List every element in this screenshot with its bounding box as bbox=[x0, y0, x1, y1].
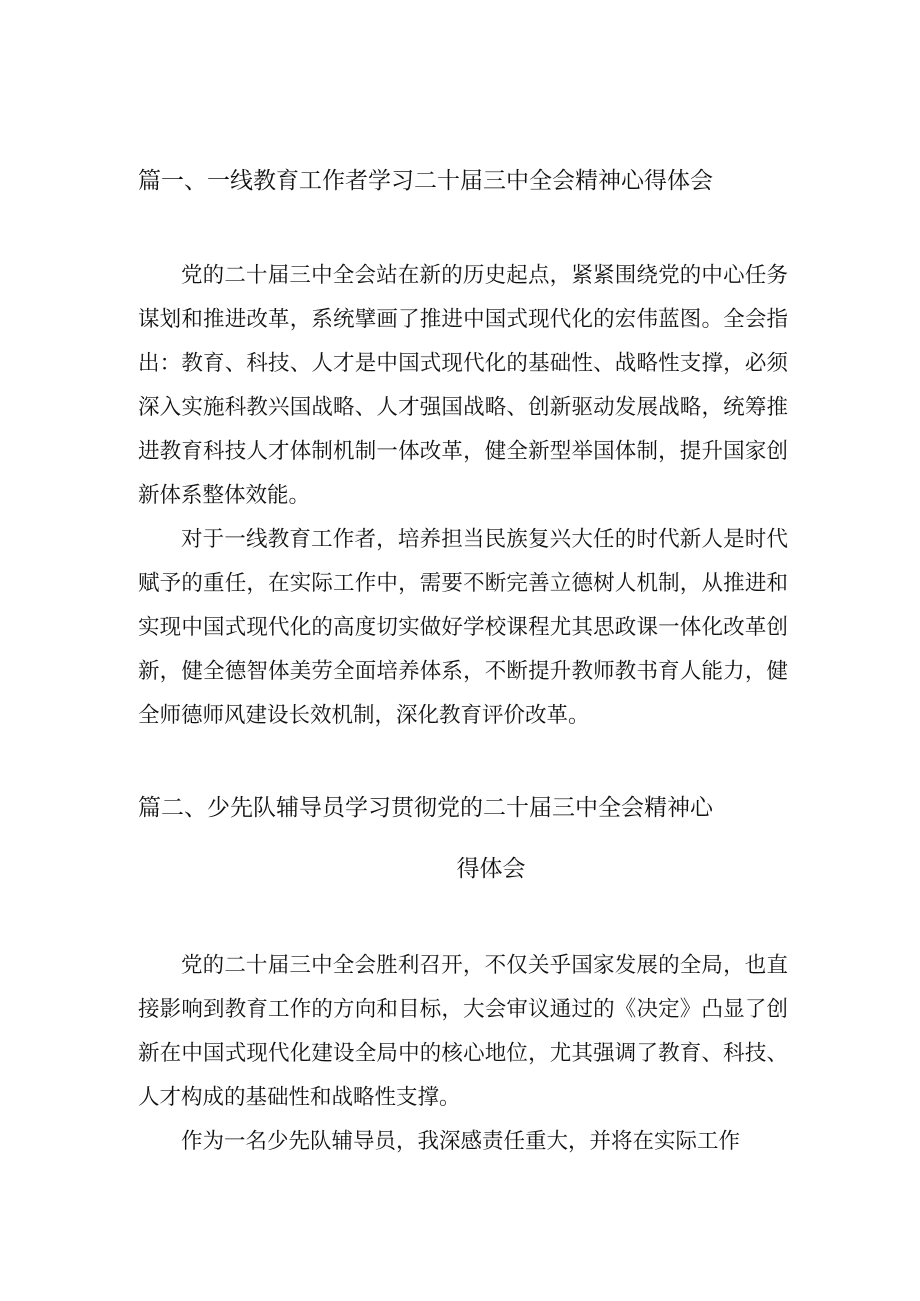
section1-title: 篇一、一线教育工作者学习二十届三中全会精神心得体会 bbox=[138, 168, 713, 194]
section2-paragraph-2: 作为一名少先队辅导员，我深感责任重大，并将在实际工作 bbox=[181, 1129, 741, 1154]
section2-title-line1: 篇二、少先队辅导员学习贯彻党的二十届三中全会精神心 bbox=[138, 795, 713, 821]
section2-paragraph-1: 党的二十届三中全会胜利召开，不仅关乎国家发展的全局，也直接影响到教育工作的方向和目标，大会审议通过的《决定》凸显了创新在中国式现代化建设全局中的核心地位，尤其强调了教育、科技、人才构成的基础性和战略性支撑。 bbox=[138, 953, 788, 1110]
section2-title-line2: 得体会 bbox=[456, 856, 526, 882]
section1-paragraph-1: 党的二十届三中全会站在新的历史起点，紧紧围绕党的中心任务谋划和推进改革，系统擘画了推进中国式现代化的宏伟蓝图。全会指出：教育、科技、人才是中国式现代化的基础性、战略性支撑，必须深入实施科教兴国战略、人才强国战略、创新驱动发展战略，统筹推进教育科技人才体制机制一体改革，健全新型举国体制，提升国家创新体系整体效能。 bbox=[138, 263, 788, 508]
section1-paragraph-2: 对于一线教育工作者，培养担当民族复兴大任的时代新人是时代赋予的重任，在实际工作中，需要不断完善立德树人机制，从推进和实现中国式现代化的高度切实做好学校课程尤其思政课一体化改革创新，健全德智体美劳全面培养体系，不断提升教师教书育人能力，健全师德师风建设长效机制，深化教育评价改革。 bbox=[138, 527, 788, 728]
